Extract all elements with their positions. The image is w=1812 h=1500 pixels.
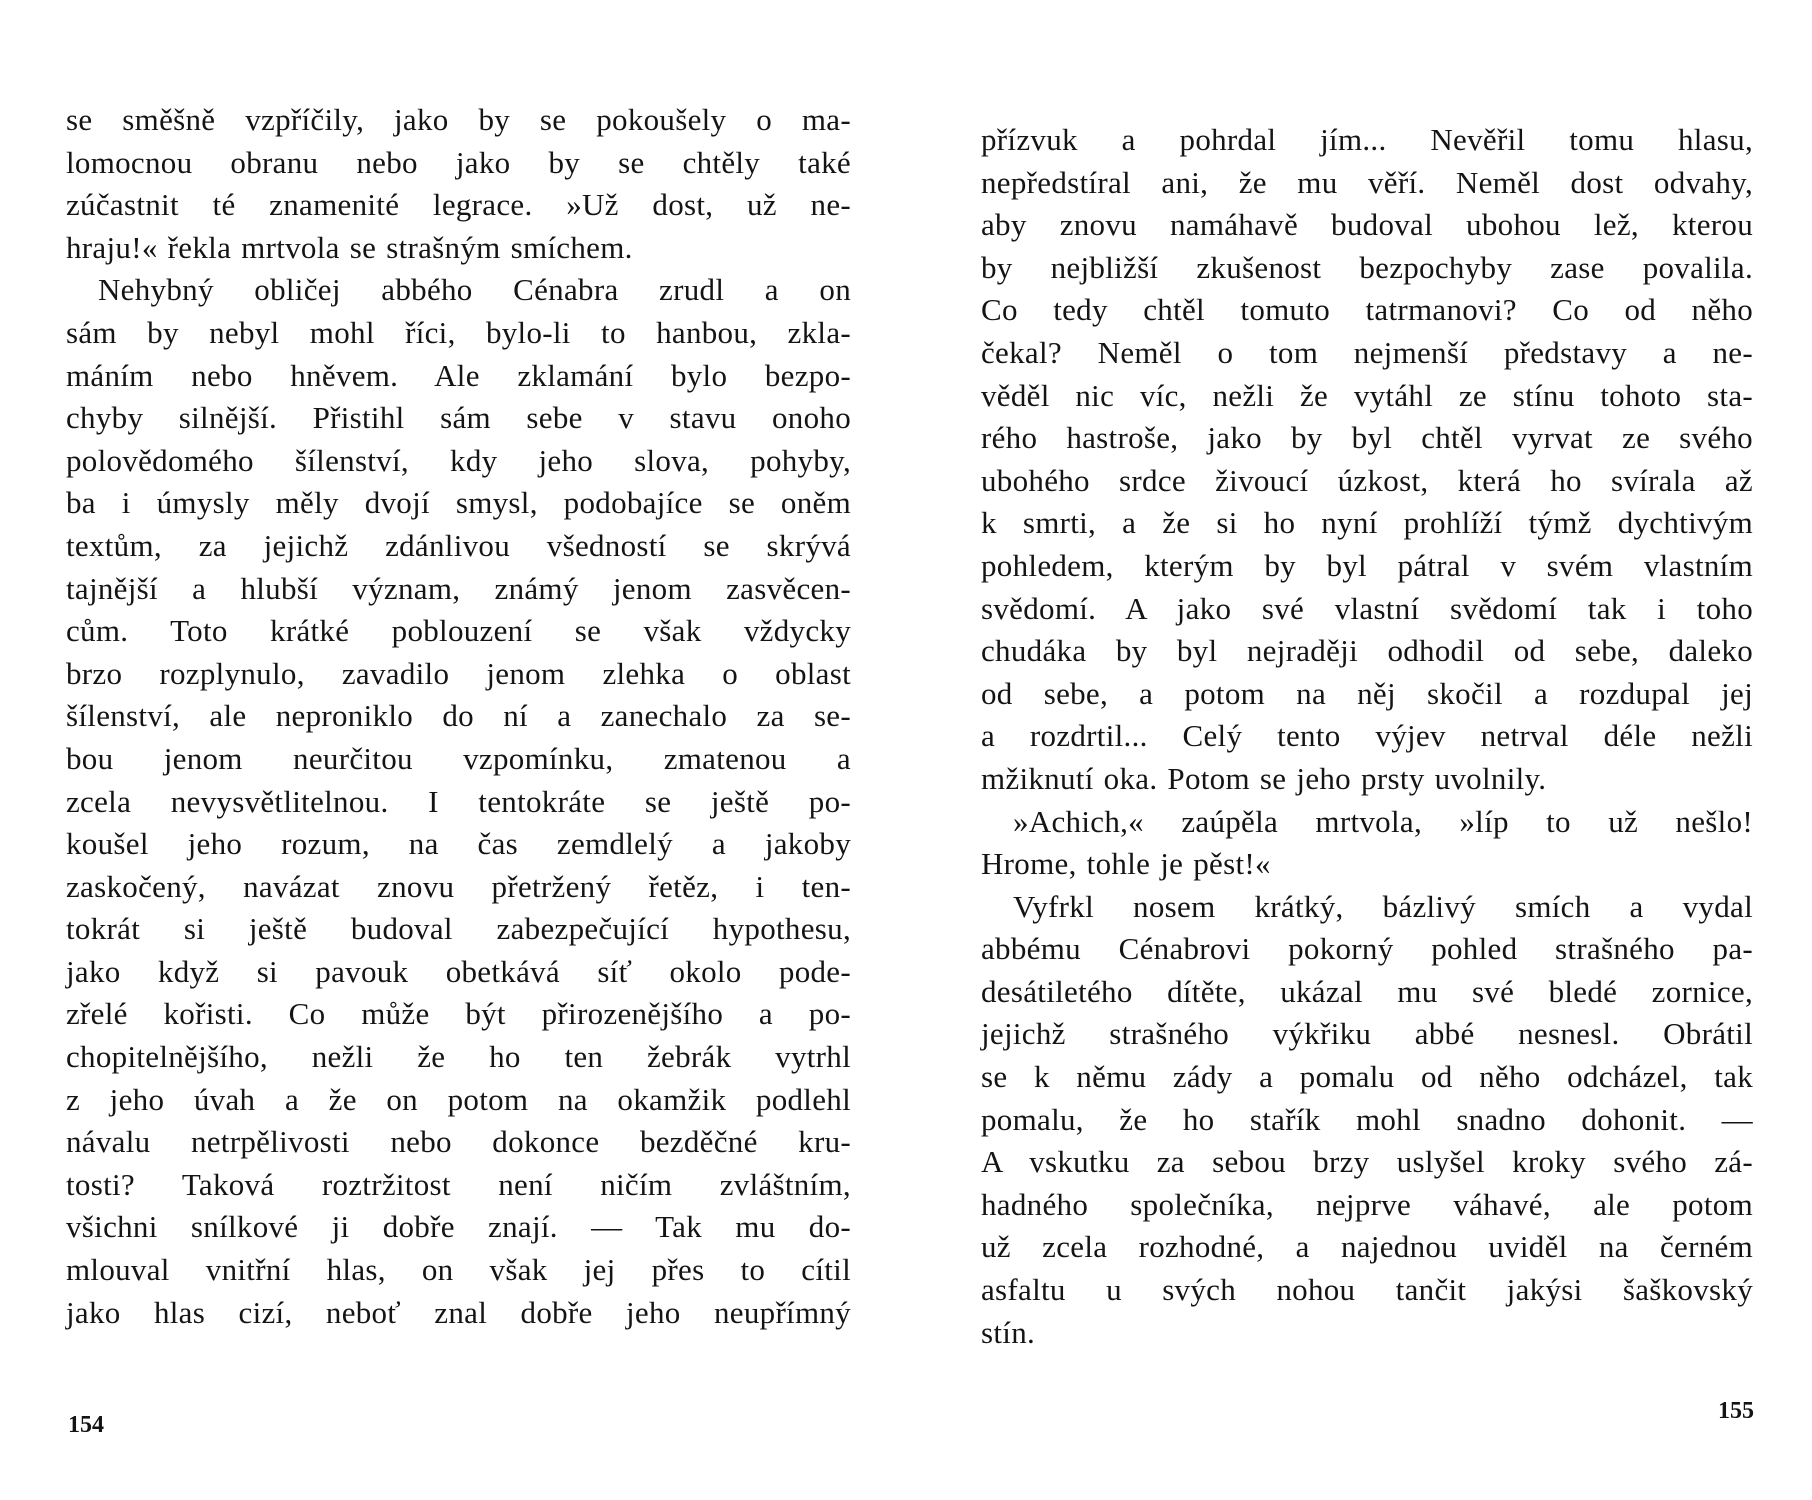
text-line: návalu netrpělivosti nebo dokonce bezděčné kru- bbox=[66, 1124, 851, 1160]
text-line: abbému Cénabrovi pokorný pohled strašného pa- bbox=[981, 931, 1753, 967]
text-line: koušel jeho rozum, na čas zemdlelý a jakoby bbox=[66, 826, 851, 862]
text-line: čekal? Neměl o tom nejmenší představy a ne- bbox=[981, 334, 1753, 370]
text-line: bou jenom neurčitou vzpomínku, zmatenou a bbox=[66, 740, 851, 776]
text-line: zaskočený, navázat znovu přetržený řetěz, i ten- bbox=[66, 868, 851, 904]
text-line: věděl nic víc, nežli že vytáhl ze stínu tohoto sta- bbox=[981, 377, 1753, 413]
text-line: chudáka by byl nejraději odhodil od sebe, daleko bbox=[981, 633, 1753, 669]
text-line: jejichž strašného výkřiku abbé nesnesl. Obrátil bbox=[981, 1016, 1753, 1052]
text-line: Hrome, tohle je pěst!« bbox=[981, 846, 1271, 882]
text-line: zcela nevysvětlitelnou. I tentokráte se ještě po- bbox=[66, 783, 851, 819]
right-page-text bbox=[981, 119, 1753, 1354]
text-line: k smrti, a že si ho nyní prohlíží týmž dychtivým bbox=[981, 505, 1753, 541]
text-line: A vskutku za sebou brzy uslyšel kroky svého zá- bbox=[981, 1144, 1753, 1180]
text-line: lomocnou obranu nebo jako by se chtěly také bbox=[66, 144, 851, 180]
text-line: se k němu zády a pomalu od něho odcházel, tak bbox=[981, 1059, 1753, 1095]
text-line: mžiknutí oka. Potom se jeho prsty uvolnily. bbox=[981, 760, 1547, 796]
text-line: polovědomého šílenství, kdy jeho slova, pohyby, bbox=[66, 442, 851, 478]
text-line: pohledem, kterým by byl pátral v svém vlastním bbox=[981, 547, 1753, 583]
text-line: z jeho úvah a že on potom na okamžik podlehl bbox=[66, 1081, 851, 1117]
text-line: se směšně vzpříčily, jako by se pokoušely o ma- bbox=[66, 102, 851, 137]
text-line: tajnější a hlubší význam, známý jenom zasvěcen- bbox=[66, 570, 851, 606]
text-line: rého hastroše, jako by byl chtěl vyrvat ze svého bbox=[981, 420, 1753, 456]
text-line: brzo rozplynulo, zavadilo jenom zlehka o oblast bbox=[66, 655, 851, 691]
text-line: chopitelnějšího, nežli že ho ten žebrák vytrhl bbox=[66, 1039, 851, 1075]
text-line: hraju!« řekla mrtvola se strašným smíchem. bbox=[66, 229, 633, 265]
text-line: už zcela rozhodné, a najednou uviděl na černém bbox=[981, 1229, 1753, 1265]
text-line: tosti? Taková roztržitost není ničím zvláštním, bbox=[66, 1166, 851, 1202]
text-line: mlouval vnitřní hlas, on však jej přes to cítil bbox=[66, 1252, 851, 1288]
text-line: a rozdrtil... Celý tento výjev netrval déle nežli bbox=[981, 718, 1753, 754]
text-line: šílenství, ale neproniklo do ní a zanechalo za se- bbox=[66, 698, 851, 734]
text-line: desátiletého dítěte, ukázal mu své bledé zornice, bbox=[981, 973, 1753, 1009]
text-line: by nejbližší zkušenost bezpochyby zase povalila. bbox=[981, 249, 1753, 285]
text-line: zúčastnit té znamenité legrace. »Už dost, už ne- bbox=[66, 187, 851, 223]
text-line: stín. bbox=[981, 1314, 1036, 1350]
text-line: hadného společníka, nejprve váhavé, ale potom bbox=[981, 1186, 1753, 1222]
text-line: sám by nebyl mohl říci, bylo-li to hanbou, zkla- bbox=[66, 314, 851, 350]
text-line: nepředstíral ani, že mu věří. Neměl dost odvahy, bbox=[981, 164, 1753, 200]
right-page bbox=[906, 0, 1812, 1500]
text-line: máním nebo hněvem. Ale zklamání bylo bezpo- bbox=[66, 357, 851, 393]
page-number: 154 bbox=[68, 1412, 104, 1438]
text-line: jako hlas cizí, neboť znal dobře jeho neupřímný bbox=[66, 1294, 851, 1330]
text-line: ubohého srdce živoucí úzkost, která ho svírala až bbox=[981, 462, 1753, 498]
left-page-text bbox=[66, 99, 851, 1334]
text-line: chyby silnější. Přistihl sám sebe v stavu onoho bbox=[66, 400, 851, 436]
page-number: 155 bbox=[1718, 1398, 1754, 1424]
text-line: Nehybný obličej abbého Cénabra zrudl a on bbox=[98, 272, 851, 308]
text-line: od sebe, a potom na něj skočil a rozdupal jej bbox=[981, 675, 1753, 711]
text-line: pomalu, že ho stařík mohl snadno dohonit. — bbox=[981, 1101, 1753, 1137]
text-line: textům, za jejichž zdánlivou všedností se skrývá bbox=[66, 527, 851, 563]
text-line: asfaltu u svých nohou tančit jakýsi šaškovský bbox=[981, 1272, 1753, 1308]
text-line: aby znovu namáhavě budoval ubohou lež, kterou bbox=[981, 207, 1753, 243]
text-line: přízvuk a pohrdal jím... Nevěřil tomu hlasu, bbox=[981, 122, 1753, 157]
text-line: všichni snílkové ji dobře znají. — Tak mu do- bbox=[66, 1209, 851, 1245]
text-line: svědomí. A jako své vlastní svědomí tak i toho bbox=[981, 590, 1753, 626]
text-line: Vyfrkl nosem krátký, bázlivý smích a vydal bbox=[1013, 888, 1753, 924]
text-line: ba i úmysly měly dvojí smysl, podobajíce se oněm bbox=[66, 485, 851, 521]
text-line: cům. Toto krátké poblouzení se však vždycky bbox=[66, 613, 851, 649]
text-line: jako když si pavouk obetkává síť okolo pode- bbox=[66, 953, 851, 989]
text-line: zřelé kořisti. Co může být přirozenějšího a po- bbox=[66, 996, 851, 1032]
text-line: Co tedy chtěl tomuto tatrmanovi? Co od něho bbox=[981, 292, 1753, 328]
text-line: »Achich,« zaúpěla mrtvola, »líp to už nešlo! bbox=[1013, 803, 1753, 839]
text-line: tokrát si ještě budoval zabezpečující hypothesu, bbox=[66, 911, 851, 947]
